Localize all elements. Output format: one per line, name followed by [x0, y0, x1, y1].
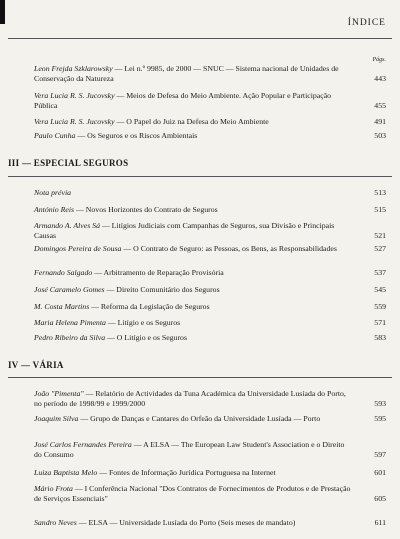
toc-entry	[34, 440, 386, 460]
toc-entry	[34, 205, 386, 215]
entry-author: Nota prévia	[34, 188, 72, 197]
toc-entry	[34, 64, 386, 84]
running-head: ÍNDICE	[347, 18, 386, 28]
entry-title: — Relatório de Actividades da Tuna Académica da Universidade Lusíada do Porto, no período de 1998/99 e 1999/2000	[34, 389, 346, 408]
entry-author: António Reis	[34, 205, 75, 214]
entry-title: — Direito Comunitário dos Seguros	[106, 285, 220, 294]
entry-page: 443	[374, 74, 386, 83]
entry-page: 537	[374, 268, 386, 277]
entry-page: 545	[374, 285, 386, 294]
entry-title: — Arbitramento de Reparação Provisória	[94, 268, 224, 277]
toc-entry	[34, 244, 386, 254]
entry-title: — I Conferência Nacional "Dos Contratos de Fornecimentos de Produtos e de Prestação de Serviços Essenciais"	[34, 484, 351, 503]
entry-author: Domingos Pereira de Sousa	[34, 244, 122, 253]
entry-author: José Carlos Fernandes Pereira	[34, 440, 132, 449]
entry-author: Paulo Cunha	[34, 131, 76, 140]
entry-page: 583	[374, 333, 386, 342]
entry-page: 455	[374, 101, 386, 110]
entry-author: Armando A. Alves Sá	[34, 221, 100, 230]
toc-entry	[34, 91, 386, 111]
section-rule	[8, 176, 392, 177]
section-rule	[8, 377, 392, 378]
entry-page: 521	[374, 231, 386, 240]
entry-title: — ELSA — Universidade Lusíada do Porto (Seis meses de mandato)	[78, 518, 296, 527]
toc-entry	[34, 285, 386, 295]
entry-page: 491	[374, 117, 386, 126]
page-column-label: Págs.	[372, 57, 386, 63]
entry-author: Pedro Ribeiro da Silva	[34, 333, 106, 342]
page-corner-tab	[0, 0, 5, 24]
entry-title: — Meios de Defesa do Meio Ambiente. Ação Popular e Participação Pública	[34, 91, 332, 110]
entry-page: 593	[374, 399, 386, 408]
entry-author: Maria Helena Pimenta	[34, 318, 106, 327]
entry-author: Leon Frejda Szklarowsky	[34, 64, 113, 73]
section-heading-especial-seguros: III — ESPECIAL SEGUROS	[8, 158, 129, 168]
entry-title: — Os Seguros e os Riscos Ambientais	[77, 131, 198, 140]
toc-entry	[34, 302, 386, 312]
entry-author: Luiza Baptista Melo	[34, 468, 98, 477]
entry-page: 595	[374, 414, 386, 423]
entry-author: Vera Lucia R. S. Jucovsky	[34, 117, 115, 126]
entry-page: 597	[374, 450, 386, 459]
entry-title: — Litígio e os Seguros	[107, 318, 181, 327]
toc-entry	[34, 318, 386, 328]
toc-entry	[34, 188, 386, 198]
entry-page: 515	[374, 205, 386, 214]
entry-author: Sandro Neves	[34, 518, 77, 527]
entry-author: João "Pimenta"	[34, 389, 84, 398]
entry-title: — Grupo de Danças e Cantares do Orfeão da Universidade Lusíada — Porto	[80, 414, 321, 423]
entry-title: — O Papel do Juiz na Defesa do Meio Ambiente	[116, 117, 269, 126]
entry-page: 559	[374, 302, 386, 311]
entry-title: — O Litígio e os Seguros	[107, 333, 187, 342]
entry-page: 571	[374, 318, 386, 327]
entry-page: 503	[374, 131, 386, 140]
entry-page: 605	[374, 494, 386, 503]
section-heading-varia: IV — VÁRIA	[8, 360, 64, 370]
entry-title: — O Contrato de Seguro: as Pessoas, os Bens, as Responsabilidades	[123, 244, 337, 253]
entry-author: José Caramelo Gomes	[34, 285, 105, 294]
toc-entry	[34, 484, 386, 504]
entry-title: — Fontes de Informação Jurídica Portuguesa na Internet	[99, 468, 276, 477]
entry-author: Mário Frota	[34, 484, 73, 493]
entry-page: 601	[374, 468, 386, 477]
toc-entry	[34, 117, 386, 127]
toc-entry	[34, 268, 386, 278]
entry-title: — A ELSA — The European Law Student's Association e o Direito do Consumo	[34, 440, 345, 459]
toc-entry	[34, 518, 386, 528]
toc-entry	[34, 221, 386, 241]
entry-author: M. Costa Martins	[34, 302, 90, 311]
header-rule	[8, 38, 392, 39]
toc-entry	[34, 389, 386, 409]
entry-page: 527	[374, 244, 386, 253]
toc-entry	[34, 468, 386, 478]
toc-entry	[34, 414, 386, 424]
entry-page: 611	[374, 518, 386, 527]
entry-title: — Novos Horizontes do Contrato de Seguros	[76, 205, 218, 214]
entry-author: Fernando Salgado	[34, 268, 93, 277]
entry-title: — Reforma da Legislação de Seguros	[91, 302, 210, 311]
entry-author: Vera Lucia R. S. Jucovsky	[34, 91, 115, 100]
toc-entry	[34, 131, 386, 141]
entry-page: 513	[374, 188, 386, 197]
entry-title: — Lei n.º 9985, de 2000 — SNUC — Sistema nacional de Unidades de Conservação da Natureza	[34, 64, 339, 83]
toc-entry	[34, 333, 386, 343]
entry-author: Joaquim Silva	[34, 414, 79, 423]
entry-title: — Litígios Judiciais com Campanhas de Seguros, sua Divisão e Principais Causas	[34, 221, 335, 240]
